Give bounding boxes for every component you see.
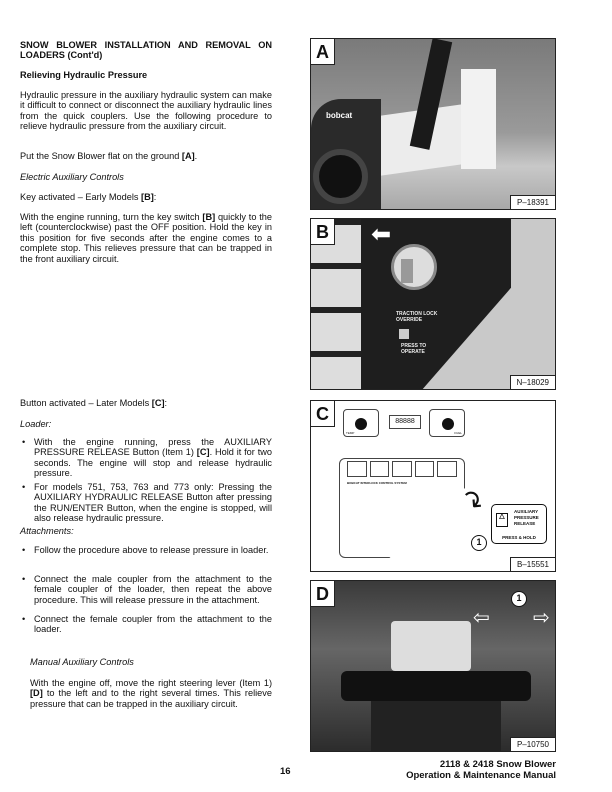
text: Button activated – Later Models (20, 398, 152, 408)
figure-label: B (311, 219, 335, 245)
text: With the engine off, move the right steering lever (Item 1) (30, 678, 272, 688)
text: : (164, 398, 168, 408)
figure-code: P–10750 (510, 737, 555, 751)
figure-b-photo (310, 218, 556, 390)
list-item: • Follow the procedure above to release pressure in loader. (20, 545, 272, 555)
footer-line: 2118 & 2418 Snow Blower (439, 759, 556, 770)
callout-text: RELEASE (514, 521, 536, 526)
figure-label: D (311, 581, 335, 607)
figure-a-photo (310, 38, 556, 210)
step-flat (20, 151, 272, 161)
item-callout: 1 (471, 535, 487, 551)
left-arrow-icon: ⇦ (473, 607, 490, 629)
traction-lock-label: TRACTION LOCK OVERRIDE (396, 311, 438, 323)
ref-b: [B] (202, 212, 216, 222)
loader-heading: Loader: (20, 419, 52, 429)
drop-icon: △ (496, 513, 508, 527)
key-paragraph (20, 212, 272, 264)
text: With the engine running, turn the key switch (20, 212, 203, 222)
item-callout: 1 (511, 591, 527, 607)
manual-paragraph (30, 678, 272, 709)
text: . Hold it for two seconds. The engine will stop and release hydraulic pressure. (34, 447, 272, 479)
figure-code: P–18391 (510, 195, 555, 209)
callout-text: AUXILIARY (514, 509, 539, 514)
ref-d: [D] (30, 688, 43, 699)
curved-arrow-icon: ↷ (454, 482, 491, 520)
right-arrow-icon: ⇨ (533, 607, 550, 629)
text: Put the Snow Blower flat on the ground (20, 151, 182, 161)
figure-code: B–15551 (510, 557, 555, 571)
text: Key activated – Early Models (20, 192, 142, 202)
rotate-arrow-icon: ⬅ (371, 221, 392, 248)
ref-c: [C] (151, 398, 165, 408)
list-item: • Connect the male coupler from the attachment to the female coupler of the loader, then repeat the above procedure. This will release pressure in the attachment. (20, 574, 272, 605)
page-title: SNOW BLOWER INSTALLATION AND REMOVAL ON LOADERS (Cont'd) (20, 40, 272, 61)
callout-text: PRESSURE (514, 515, 539, 520)
manual-heading: Manual Auxiliary Controls (30, 657, 134, 667)
attachments-heading: Attachments: (20, 526, 74, 536)
text: . (194, 151, 198, 161)
text: quickly to the left (counterclockwise) past the OFF position. Hold the key in this position for five seconds after the engine comes to a complete stop. This relieves pressure that can be trapped in the front auxiliary circuit. (20, 212, 272, 264)
footer-line: Operation & Maintenance Manual (406, 769, 556, 781)
text: With the engine running, press the AUXILIARY PRESSURE RELEASE Button (Item 1) (34, 437, 272, 458)
button-heading (20, 398, 272, 408)
list-item (20, 437, 272, 479)
ref-c: [C] (196, 447, 210, 458)
digital-display: 88888 (389, 415, 421, 429)
electric-heading: Electric Auxiliary Controls (20, 172, 124, 182)
interlock-label: BOBCAT INTERLOCK CONTROL SYSTEM (347, 481, 407, 485)
ref-a: [A] (181, 151, 195, 161)
list-item: • Connect the female coupler from the attachment to the loader. (20, 614, 272, 635)
figure-c-diagram (310, 400, 556, 572)
figure-label: A (311, 39, 335, 65)
fuel-label: FUEL (454, 431, 462, 435)
intro-paragraph: Hydraulic pressure in the auxiliary hydraulic system can make it difficult to connect or disconnect the auxiliary hydraulic lines from the quick couplers. Use the following procedure to relieve hydraulic pressure from the auxiliary circuit. (20, 90, 272, 132)
key-heading (20, 192, 272, 202)
bobcat-logo: bobcat (326, 111, 353, 120)
page-number: 16 (280, 766, 291, 777)
figure-d-photo (310, 580, 556, 752)
figure-label: C (311, 401, 335, 427)
manual-title (406, 760, 556, 781)
section-title: Relieving Hydraulic Pressure (20, 70, 148, 80)
press-to-operate-label: PRESS TO OPERATE (401, 343, 427, 355)
ref-b: [B] (141, 192, 154, 202)
text: : (153, 192, 157, 202)
figure-code: N–18029 (510, 375, 555, 389)
callout-text: PRESS & HOLD (502, 535, 536, 540)
text: to the left and to the right several times. This relieve pressure that can be trapped in the auxiliary circuit. (30, 688, 272, 709)
temp-label: TEMP (346, 431, 355, 435)
list-item: • For models 751, 753, 763 and 773 only: Pressing the AUXILIARY HYDRAULIC RELEASE Button after pressing the RUN/ENTER Button, when the engine is stopped, will also release hydraulic pressure. (20, 482, 272, 524)
